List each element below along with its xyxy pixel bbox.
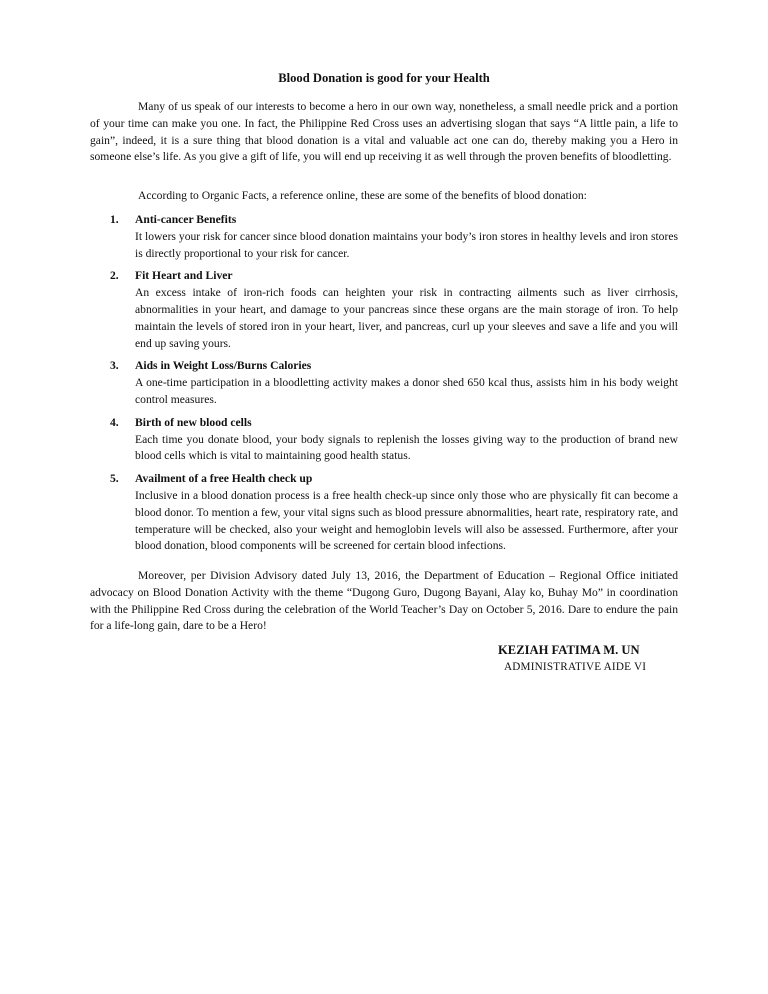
signatory-position: ADMINISTRATIVE AIDE VI <box>504 661 647 673</box>
list-item-number: 3. <box>110 359 119 373</box>
list-item-number: 5. <box>110 472 119 486</box>
document-title: Blood Donation is good for your Health <box>278 71 490 85</box>
signatory-name: KEZIAH FATIMA M. UN <box>498 643 640 657</box>
list-item-number: 2. <box>110 269 119 283</box>
closing-paragraph: Moreover, per Division Advisory dated July 13, 2016, the Department of Education – Regional Office initiated advocacy on Blood Donation Activity with the theme “Dugong Guro, Dugong Bayani, Alay ko, Buhay Mo” in coordination with the Philippine Red Cross during the celebration of the World Teacher’s Day on October 5, 2016. Dare to endure the pain for a life-long gain, dare to be a Hero! <box>90 569 678 633</box>
list-item-heading: Fit Heart and Liver <box>135 269 233 283</box>
list-item-heading: Availment of a free Health check up <box>135 472 313 486</box>
benefits-intro-paragraph: According to Organic Facts, a reference online, these are some of the benefits of blood donation: <box>138 189 587 202</box>
benefit-item-weight-loss <box>90 358 678 408</box>
list-item-heading: Aids in Weight Loss/Burns Calories <box>135 359 312 373</box>
list-item-heading: Birth of new blood cells <box>135 415 252 429</box>
list-item-body: Each time you donate blood, your body signals to replenish the losses giving way to the production of brand new blood cells which is vital to maintaining good health status. <box>135 432 678 463</box>
list-item-body: A one-time participation in a bloodletting activity makes a donor shed 650 kcal thus, assists him in his body weight control measures. <box>135 376 678 406</box>
list-item-body: Inclusive in a blood donation process is a free health check-up since only those who are physically fit can become a blood donor. To mention a few, your vital signs such as blood pressure abnormalities, heart rate, respiratory rate, and temperature will be checked, also your weight and hemoglobin levels will also be assessed. Furthermore, after your blood donation, blood components will be screened for certain blood infections. <box>135 488 678 553</box>
intro-paragraph: Many of us speak of our interests to become a hero in our own way, nonetheless, a small needle prick and a portion of your time can make you one. In fact, the Philippine Red Cross uses an advertising slogan that says “A little pain, a life to gain”, indeed, it is a sure thing that blood donation is a vital and valuable act one can do, thereby making you a Hero in someone else’s life. As you give a gift of life, you will end up receiving it as well through the proven benefits of bloodletting. <box>90 100 678 164</box>
list-item-number: 1. <box>110 213 119 226</box>
benefit-item-fit-heart <box>90 268 678 352</box>
benefit-item-anti-cancer <box>90 212 678 262</box>
list-item-number: 4. <box>110 415 119 429</box>
list-item-body: It lowers your risk for cancer since blood donation maintains your body’s iron stores in healthy levels and iron stores is directly proportional to your risk for cancer. <box>135 229 678 260</box>
benefit-item-health-check-up <box>90 471 678 555</box>
benefits-list <box>90 212 678 561</box>
signature-block <box>498 641 646 675</box>
list-item-body: An excess intake of iron-rich foods can heighten your risk in contracting ailments such as liver cirrhosis, abnormalities in your heart, and damage to your pancreas since these organs are the main storage of iron. To help maintain the levels of stored iron in your heart, liver, and pancreas, curl up your sleeves and save a life and you will end up saving yours. <box>135 286 678 350</box>
list-item-heading: Anti-cancer Benefits <box>135 213 237 226</box>
benefit-item-new-blood-cells <box>90 415 678 465</box>
